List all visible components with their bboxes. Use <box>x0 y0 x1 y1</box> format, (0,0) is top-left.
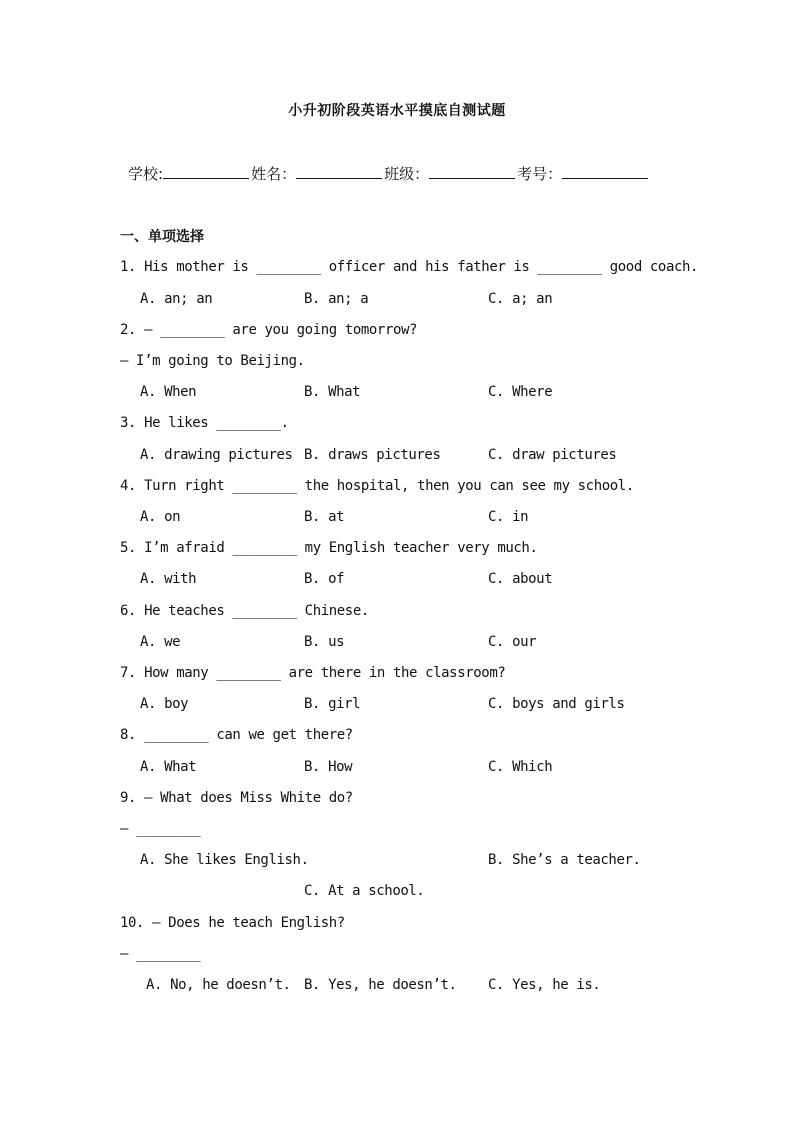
question-8-text: 8. ________ can we get there? <box>120 727 353 743</box>
question-3-option-c[interactable]: C. draw pictures <box>488 447 617 463</box>
question-10-option-b[interactable]: B. Yes, he doesn’t. <box>304 977 457 993</box>
question-6-option-a[interactable]: A. we <box>140 634 181 650</box>
section-title: 一、单项选择 <box>120 229 204 245</box>
question-1-option-a[interactable]: A. an; an <box>140 291 213 307</box>
question-7-option-c[interactable]: C. boys and girls <box>488 696 625 712</box>
question-9-option-c[interactable]: C. At a school. <box>304 883 425 899</box>
question-10-option-c[interactable]: C. Yes, he is. <box>488 977 601 993</box>
question-10-option-a[interactable]: A. No, he doesn’t. <box>146 977 291 993</box>
question-7-text: 7. How many ________ are there in the classroom? <box>120 665 506 681</box>
question-1-option-c[interactable]: C. a; an <box>488 291 553 307</box>
student-info-row <box>128 163 650 184</box>
question-7-option-b[interactable]: B. girl <box>304 696 361 712</box>
number-blank[interactable] <box>562 164 648 179</box>
question-4-option-c[interactable]: C. in <box>488 509 529 525</box>
question-10-text: 10. — Does he teach English? <box>120 915 345 931</box>
question-5-option-a[interactable]: A. with <box>140 571 197 587</box>
question-6-option-b[interactable]: B. us <box>304 634 345 650</box>
question-5-option-c[interactable]: C. about <box>488 571 553 587</box>
question-9-text: 9. — What does Miss White do? <box>120 790 353 806</box>
question-10-answer-line: — ________ <box>120 946 201 962</box>
question-3-text: 3. He likes ________. <box>120 415 289 431</box>
question-8-option-c[interactable]: C. Which <box>488 759 553 775</box>
question-5-text: 5. I’m afraid ________ my English teacher very much. <box>120 540 538 556</box>
question-7-option-a[interactable]: A. boy <box>140 696 189 712</box>
name-blank[interactable] <box>296 164 382 179</box>
question-4-option-a[interactable]: A. on <box>140 509 181 525</box>
question-2-text: 2. — ________ are you going tomorrow? <box>120 322 418 338</box>
question-6-option-c[interactable]: C. our <box>488 634 537 650</box>
class-blank[interactable] <box>429 164 515 179</box>
question-8-option-b[interactable]: B. How <box>304 759 353 775</box>
question-4-option-b[interactable]: B. at <box>304 509 345 525</box>
question-1-option-b[interactable]: B. an; a <box>304 291 369 307</box>
class-label: 班级： <box>384 165 430 183</box>
question-5-option-b[interactable]: B. of <box>304 571 345 587</box>
question-2-option-a[interactable]: A. When <box>140 384 197 400</box>
question-9-answer-line: — ________ <box>120 821 201 837</box>
question-2-option-b[interactable]: B. What <box>304 384 361 400</box>
question-9-option-b[interactable]: B. She’s a teacher. <box>488 852 641 868</box>
question-1-text: 1. His mother is ________ officer and his father is ________ good coach. <box>120 259 699 275</box>
school-blank[interactable] <box>163 164 249 179</box>
question-2-option-c[interactable]: C. Where <box>488 384 553 400</box>
question-2-answer-line: — I’m going to Beijing. <box>120 353 305 369</box>
question-3-option-b[interactable]: B. draws pictures <box>304 447 441 463</box>
question-4-text: 4. Turn right ________ the hospital, then you can see my school. <box>120 478 634 494</box>
question-9-option-a[interactable]: A. She likes English. <box>140 852 309 868</box>
name-label: 姓名： <box>251 165 297 183</box>
question-8-option-a[interactable]: A. What <box>140 759 197 775</box>
school-label: 学校: <box>128 165 164 183</box>
page-title: 小升初阶段英语水平摸底自测试题 <box>288 103 506 119</box>
number-label: 考号： <box>517 165 563 183</box>
question-3-option-a[interactable]: A. drawing pictures <box>140 447 293 463</box>
question-6-text: 6. He teaches ________ Chinese. <box>120 603 369 619</box>
